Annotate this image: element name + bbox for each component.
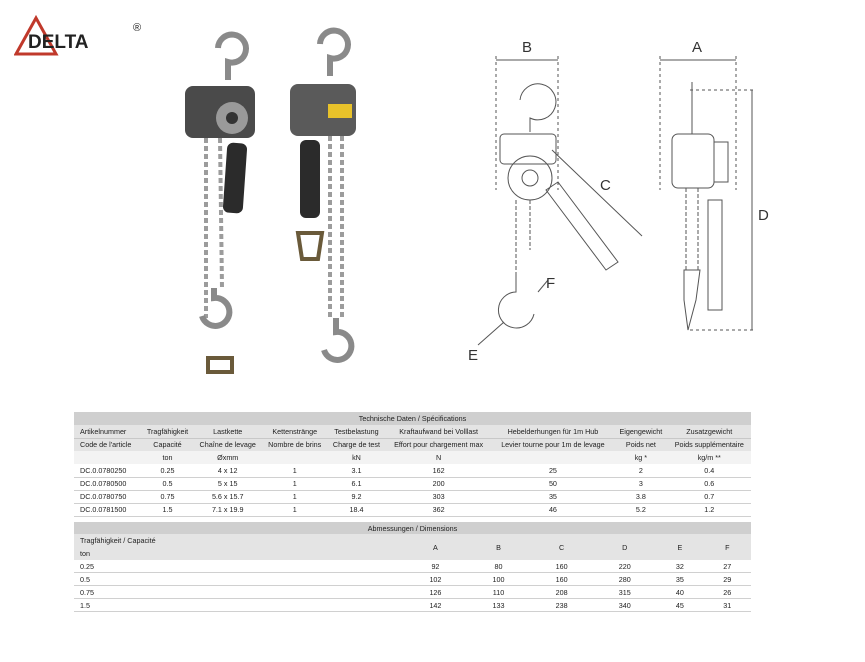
label-f: F	[546, 275, 556, 292]
spec-header-fr: Nombre de brins	[262, 438, 327, 451]
dims-title: Abmessungen / Dimensions	[74, 522, 751, 534]
label-b: B	[522, 39, 533, 56]
spec-unit: kN	[327, 451, 385, 464]
dims-unit: ton	[74, 547, 404, 560]
spec-header-fr: Charge de test	[327, 438, 385, 451]
label-d: D	[758, 207, 769, 224]
spec-cell: 9.2	[327, 490, 385, 503]
table-row	[74, 490, 751, 503]
dims-cell: 0.5	[74, 573, 404, 586]
dims-capacity-label: Tragfähigkeit / Capacité	[74, 534, 404, 547]
spec-header-fr: Levier tourne pour 1m de levage	[492, 438, 615, 451]
spec-cell: 1	[262, 477, 327, 490]
spec-unit: ton	[142, 451, 194, 464]
brand-name: DELTA	[28, 32, 89, 53]
dims-column-header: F	[704, 534, 751, 560]
specifications-table	[74, 412, 751, 517]
spec-header-fr: Poids net	[614, 438, 667, 451]
spec-header-de: Hebelderhungen für 1m Hub	[492, 425, 615, 438]
spec-cell: 200	[386, 477, 492, 490]
table-row	[74, 599, 751, 612]
spec-header-de: Kraftaufwand bei Volllast	[386, 425, 492, 438]
dims-cell: 102	[404, 573, 467, 586]
dims-cell: 126	[404, 586, 467, 599]
dims-cell: 160	[530, 573, 593, 586]
dims-column-header: E	[656, 534, 703, 560]
spec-cell: 1.2	[668, 503, 751, 516]
dims-cell: 31	[704, 599, 751, 612]
spec-cell: 50	[492, 477, 615, 490]
spec-cell: DC.0.0780250	[74, 464, 142, 477]
spec-header-de: Eigengewicht	[614, 425, 667, 438]
spec-cell: 0.5	[142, 477, 194, 490]
spec-cell: 35	[492, 490, 615, 503]
spec-header-de: Artikelnummer	[74, 425, 142, 438]
spec-cell: 5 x 15	[193, 477, 262, 490]
table-row	[74, 464, 751, 477]
dims-column-header: B	[467, 534, 530, 560]
dims-cell: 35	[656, 573, 703, 586]
dims-cell: 238	[530, 599, 593, 612]
dims-column-header: D	[593, 534, 656, 560]
spec-unit: kg/m **	[668, 451, 751, 464]
dims-cell: 0.75	[74, 586, 404, 599]
spec-cell: 0.75	[142, 490, 194, 503]
spec-unit: N	[386, 451, 492, 464]
dims-cell: 40	[656, 586, 703, 599]
dims-column-header: C	[530, 534, 593, 560]
dims-cell: 280	[593, 573, 656, 586]
spec-cell: 2	[614, 464, 667, 477]
dims-cell: 100	[467, 573, 530, 586]
spec-cell: 303	[386, 490, 492, 503]
spec-cell: DC.0.0780500	[74, 477, 142, 490]
dimension-diagram	[460, 30, 790, 370]
spec-cell: 1	[262, 490, 327, 503]
table-row	[74, 477, 751, 490]
spec-header-de: Lastkette	[193, 425, 262, 438]
dims-cell: 315	[593, 586, 656, 599]
dims-cell: 220	[593, 560, 656, 573]
spec-header-de: Testbelastung	[327, 425, 385, 438]
spec-cell: DC.0.0780750	[74, 490, 142, 503]
spec-header-de: Tragfähigkeit	[142, 425, 194, 438]
dims-cell: 45	[656, 599, 703, 612]
dims-cell: 1.5	[74, 599, 404, 612]
spec-header-fr: Effort pour chargement max	[386, 438, 492, 451]
dims-column-header: A	[404, 534, 467, 560]
dims-cell: 92	[404, 560, 467, 573]
label-e: E	[468, 347, 479, 364]
spec-cell: 1	[262, 464, 327, 477]
table-row	[74, 503, 751, 516]
spec-unit: kg *	[614, 451, 667, 464]
spec-cell: 0.7	[668, 490, 751, 503]
spec-cell: 1.5	[142, 503, 194, 516]
dims-cell: 208	[530, 586, 593, 599]
spec-cell: 6.1	[327, 477, 385, 490]
spec-cell: 5.6 x 15.7	[193, 490, 262, 503]
product-photos	[180, 18, 380, 388]
table-row	[74, 560, 751, 573]
spec-cell: 4 x 12	[193, 464, 262, 477]
label-a: A	[692, 39, 703, 56]
spec-cell: 46	[492, 503, 615, 516]
spec-cell: 162	[386, 464, 492, 477]
spec-header-fr: Chaîne de levage	[193, 438, 262, 451]
dims-cell: 32	[656, 560, 703, 573]
dims-cell: 110	[467, 586, 530, 599]
dimensions-table	[74, 522, 751, 612]
dims-cell: 142	[404, 599, 467, 612]
dims-cell: 160	[530, 560, 593, 573]
spec-unit	[492, 451, 615, 464]
spec-cell: 3.1	[327, 464, 385, 477]
spec-header-de: Zusatzgewicht	[668, 425, 751, 438]
spec-header-de: Kettenstränge	[262, 425, 327, 438]
delta-logo	[14, 14, 154, 58]
table-row	[74, 573, 751, 586]
dims-cell: 340	[593, 599, 656, 612]
table-row	[74, 586, 751, 599]
dims-cell: 133	[467, 599, 530, 612]
spec-cell: 0.6	[668, 477, 751, 490]
spec-cell: 5.2	[614, 503, 667, 516]
dims-cell: 80	[467, 560, 530, 573]
spec-cell: 3.8	[614, 490, 667, 503]
dims-cell: 27	[704, 560, 751, 573]
spec-cell: 0.4	[668, 464, 751, 477]
spec-cell: 25	[492, 464, 615, 477]
hoist-left-image	[185, 35, 255, 372]
spec-header-fr: Poids supplémentaire	[668, 438, 751, 451]
spec-header-fr: Code de l'article	[74, 438, 142, 451]
dims-cell: 26	[704, 586, 751, 599]
spec-unit	[262, 451, 327, 464]
spec-title: Technische Daten / Spécifications	[74, 412, 751, 425]
spec-cell: 18.4	[327, 503, 385, 516]
spec-cell: 3	[614, 477, 667, 490]
hoist-right-image	[290, 31, 356, 360]
spec-unit	[74, 451, 142, 464]
dims-cell: 0.25	[74, 560, 404, 573]
registered-mark: ®	[133, 22, 142, 34]
dims-cell: 29	[704, 573, 751, 586]
spec-cell: 0.25	[142, 464, 194, 477]
spec-cell: DC.0.0781500	[74, 503, 142, 516]
spec-cell: 7.1 x 19.9	[193, 503, 262, 516]
spec-cell: 362	[386, 503, 492, 516]
spec-header-fr: Capacité	[142, 438, 194, 451]
spec-unit: Øxmm	[193, 451, 262, 464]
spec-cell: 1	[262, 503, 327, 516]
label-c: C	[600, 177, 611, 194]
